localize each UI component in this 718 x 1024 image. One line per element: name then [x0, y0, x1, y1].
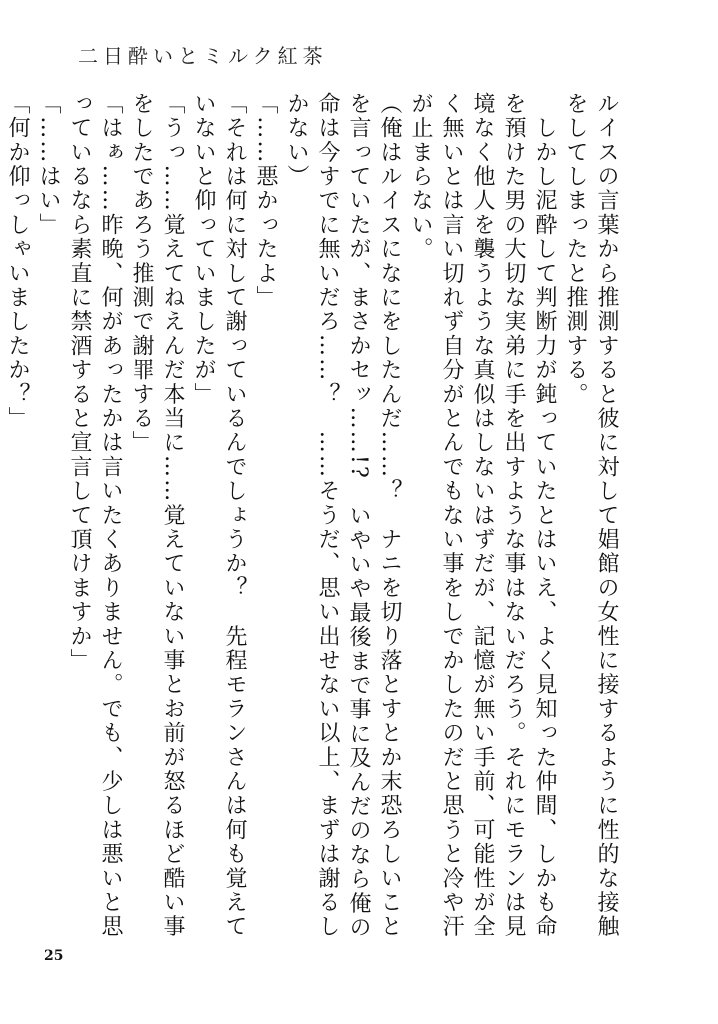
body-text	[5, 92, 622, 952]
paragraph: 「何か仰っしゃいましたか？」	[5, 92, 30, 431]
paragraph: 「……悪かったよ」	[253, 92, 278, 310]
paragraph: ルイスの言葉から推測すると彼に対して娼館の女性に接するように性的な接触をしてしまったと推測する。	[563, 92, 619, 939]
paragraph: （俺はルイスになにをしたんだ……？ ナニを切り落とすとか末恐ろしいことを言っていたが、まさかセッ……!? いやいや最後まで事に及んだのなら俺の命は今すでに無いだろ……？ ……そうだ、思い出せない以上、まずは謝るしかない）	[284, 92, 402, 940]
running-header-title: 二日酔いとミルク紅茶	[78, 44, 328, 68]
paragraph: 「……はい」	[36, 92, 61, 238]
paragraph: しかし泥酔して判断力が鈍っていたとはいえ、よく見知った仲間、しかも命を預けた男の大切な実弟に手を出すような事はないだろう。それにモランは見境なく他人を襲うような真似はしないはずだが、記憶が無い手前、可能性が全く無いとは言い切れず自分がとんでもない事をしでかしたのだと思うと冷や汗が止まらない。	[408, 92, 557, 939]
paragraph: 「うっ……覚えてねえんだ本当に……覚えていない事とお前が怒るほど酷い事をしたであろう推測で謝罪する」	[129, 92, 185, 939]
paragraph: 「はぁ……昨晩、何があったかは言いたくありません。でも、少しは悪いと思っているなら素直に禁酒すると宣言して頂けますか」	[67, 92, 123, 939]
page-number: 25	[44, 948, 64, 964]
paragraph: 「それは何に対して謝っているんでしょうか？ 先程モランさんは何も覚えていないと仰っていましたが」	[191, 92, 247, 939]
